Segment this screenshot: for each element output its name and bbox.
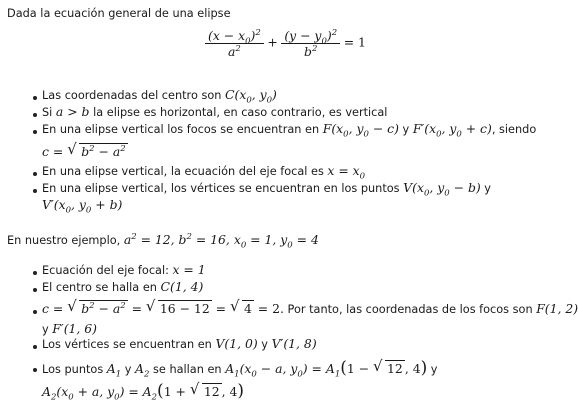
- result-center: El centro se halla en C(1, 4): [42, 279, 204, 294]
- bullet-dot: [33, 310, 37, 314]
- result-vertices: Los vértices se encuentran en V(1, 0) y V′(1, 8): [42, 336, 317, 351]
- bullet-dot: [33, 172, 37, 176]
- equation-plus: +: [267, 34, 278, 50]
- bullet-dot: [33, 130, 37, 134]
- theory-item-focal-axis: En una elipse vertical, la ecuación del eje focal es $x = x_0$: [42, 163, 366, 182]
- sqrt-symbol: √ 12: [373, 357, 403, 376]
- sqrt-symbol: √ $b^2 - a^2$: [67, 140, 126, 159]
- equation-fraction-y: $\frac{(y - y_0)^2}{b^2}$: [281, 28, 340, 59]
- bullet-dot: [33, 113, 37, 117]
- theory-item-vertices: En una elipse vertical, los vértices se encuentran en los puntos $V(x_0$, $y_0 - b$) y: [42, 180, 491, 199]
- equation-fraction-x: $\frac{(x - x_0)^2}{a^2}$: [205, 28, 264, 59]
- sqrt-symbol: √ 4: [229, 297, 252, 316]
- theory-c-formula: c = √ $b^2 - a^2$: [42, 140, 126, 159]
- bullet-dot: [33, 271, 37, 275]
- sqrt-symbol: √ $b^2 - a^2$: [67, 297, 126, 316]
- theory-item-orientation: Si a > b la elipse es horizontal, en caso contrario, es vertical: [42, 104, 388, 119]
- result-points-a2: $A_2(x_0 + a$, $y_0) = A_2(1$ + √ 12 , 4): [42, 380, 245, 403]
- sqrt-symbol: √ 12: [189, 380, 220, 399]
- theory-vertex-2: $V'(x_0$, $y_0 + b$): [42, 197, 123, 216]
- equation-equals: = 1: [343, 34, 366, 50]
- bullet-dot: [33, 345, 37, 349]
- intro-text: Dada la ecuación general de una elipse: [7, 7, 231, 20]
- bullet-dot: [33, 96, 37, 100]
- ellipse-equation: [205, 28, 366, 59]
- bullet-dot: [33, 368, 37, 372]
- result-c-value: c = √ $b^2 - a^2$ = √ 16 − 12 = √ 4 = 2. Por tanto, las coordenadas de los focos son F(1, 2): [42, 297, 578, 316]
- result-points-a1: Los puntos $A_1$ y $A_2$ se hallan en $A_1(x_0 - a$, $y_0) = A_1(1$ − √ 12 , 4) y: [42, 357, 438, 380]
- example-values: En nuestro ejemplo, $a^2 = 12$, $b^2 = 16$, $x_0 = 1$, $y_0 = 4$: [7, 231, 319, 251]
- sqrt-symbol: √ 16 − 12: [145, 297, 210, 316]
- bullet-dot: [33, 189, 37, 193]
- result-focus-2: y F′(1, 6): [42, 321, 98, 336]
- result-focal-axis: Ecuación del eje focal: x = 1: [42, 262, 206, 277]
- bullet-dot: [33, 288, 37, 292]
- theory-item-foci: En una elipse vertical los focos se encuentran en $F(x_0$, $y_0 - c$) y $F'(x_0$, $y_0 + c$), siendo: [42, 121, 537, 140]
- theory-item-center: Las coordenadas del centro son $C(x_0$, $y_0$): [42, 87, 277, 106]
